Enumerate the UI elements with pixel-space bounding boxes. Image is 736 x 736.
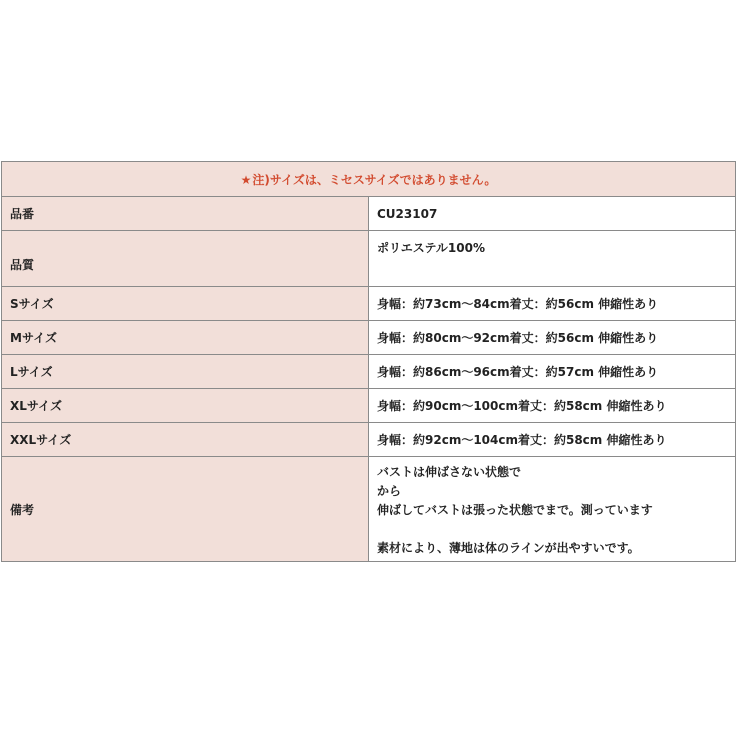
- label-size-xxl: XXLサイズ: [2, 423, 369, 457]
- spec-table: [1, 161, 736, 562]
- table-row-size-xxl: [2, 423, 736, 457]
- notes-line: 素材により、薄地は体のラインが出やすいです。: [377, 541, 640, 555]
- value-size-xl: 身幅：約90cm～100cm着丈：約58cm 伸縮性あり: [369, 389, 736, 423]
- table-row-size-xl: [2, 389, 736, 423]
- value-size-m: 身幅：約80cm～92cm着丈：約56cm 伸縮性あり: [369, 321, 736, 355]
- label-size-s: Sサイズ: [2, 287, 369, 321]
- notes-line: 伸ばしてバストは張った状態でまで。測っています: [377, 503, 653, 517]
- label-size-xl: XLサイズ: [2, 389, 369, 423]
- value-size-xxl: 身幅：約92cm～104cm着丈：約58cm 伸縮性あり: [369, 423, 736, 457]
- table-row-product-code: [2, 197, 736, 231]
- notice-row: [2, 162, 736, 197]
- value-material: ポリエステル100%: [369, 231, 736, 287]
- value-product-code: CU23107: [369, 197, 736, 231]
- label-size-l: Lサイズ: [2, 355, 369, 389]
- label-notes: 備考: [2, 457, 369, 562]
- value-size-l: 身幅：約86cm～96cm着丈：約57cm 伸縮性あり: [369, 355, 736, 389]
- table-row-size-s: [2, 287, 736, 321]
- value-size-s: 身幅：約73cm～84cm着丈：約56cm 伸縮性あり: [369, 287, 736, 321]
- notes-spacer: [377, 520, 735, 539]
- notes-line: から: [377, 484, 402, 498]
- value-notes: [369, 457, 736, 562]
- label-material: 品質: [2, 231, 369, 287]
- label-product-code: 品番: [2, 197, 369, 231]
- table-row-material: [2, 231, 736, 287]
- notes-line: バストは伸ばさない状態で: [377, 465, 522, 479]
- star-icon: ★: [240, 172, 252, 187]
- table-row-size-m: [2, 321, 736, 355]
- notice-text: 注)サイズは、ミセスサイズではありません。: [252, 172, 497, 187]
- table-row-size-l: [2, 355, 736, 389]
- label-size-m: Mサイズ: [2, 321, 369, 355]
- table-row-notes: [2, 457, 736, 562]
- size-notice: [2, 162, 736, 197]
